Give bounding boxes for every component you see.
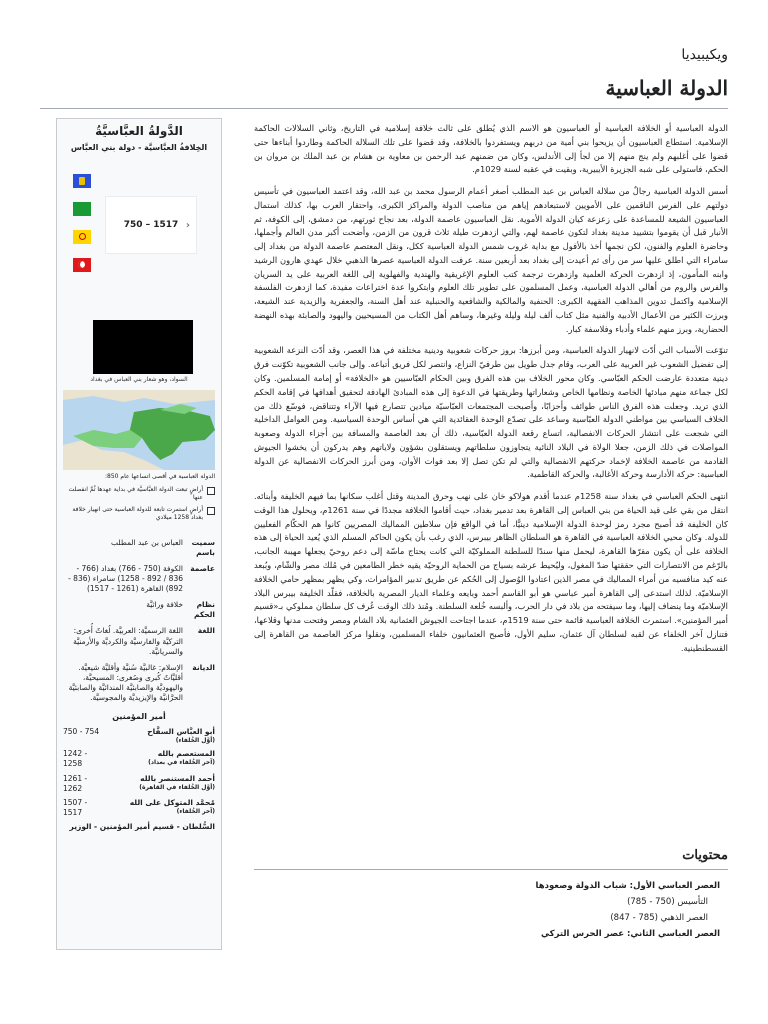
ruler-name[interactable]: مُحمَّد المتوكل على الله: [129, 797, 215, 807]
legend-label: أراضٍ استمرت تابعة للدولة العباسية حتى انهيار خلافة بغداد 1258 ميلادي: [72, 506, 203, 522]
map-graphic: [63, 390, 215, 470]
date-range-panel: [105, 196, 197, 254]
row-value[interactable]: الكوفة (750 - 766) بغداد (766 - 836 / 892 - 1258) سامراء (836 - 892) القاهرة (1261 - 1517): [68, 563, 183, 594]
site-header: [40, 44, 728, 64]
ruler-name[interactable]: أبو العبَّاس السفَّاح: [147, 727, 215, 737]
ruler-row: [57, 772, 221, 796]
toc-item[interactable]: التأسيس (750 - 785): [627, 897, 708, 907]
ruler-note: (أوَّل الخُلفاء): [175, 737, 215, 745]
legend-swatch: [207, 507, 215, 515]
date-range: 750 – 1517: [123, 219, 179, 230]
ruler-years: 1507 - 1517: [63, 797, 88, 817]
row-value[interactable]: اللغة الرسميَّة: العربيَّة. لُغاتٌ أُخرى: التركيَّة والفارسيَّة والكرديَّة والأرمنيَّة والسريانيَّة.: [73, 626, 183, 656]
legend-item: [57, 504, 221, 524]
ruler-note: (آخر الخُلفاء في بغداد): [148, 759, 215, 767]
article-paragraph: أسس الدولة العباسية رجالٌ من سلالة العباس بن عبد المطلب أصغر أعمام الرسول محمد بن عبد الله، وقد اعتمد العباسيون في تأسيس دولتهم على الفرس الناقمين على الأمويين لاستبعادهم إياهم من مناصب الدولة والمراكز الكبرى، واحتقار العرب بها، كذلك استمال العباسيون الشيعة للمساعدة على زعزعة كيان الدولة الأموية. نقل العباسيون عاصمة الدولة، بعد نجاح ثورتهم، من دمشق، إلى الكوفة، ثم الأنبار قبل أن يقوموا بتشييد مدينة بغداد لتكون عاصمة لهم، والتي ازدهرت طيلة ثلاث قرون من الزمن، وأضحت أكبر مدن العالم وأجملها، وحاضرة العلوم والفنون، لكن نجمها أخذ بالأفول مع بداية غروب شمس الدولة العباسية ككل، ونقل المعتصم عاصمة الدولة من بغداد إلى سامراء التي اطلق عليها سر من رأى ثم أعيدت إلى بغداد بعد أربعين سنة. عرفت الدولة العباسية عصرها الذهبي خلال عهدي هارون الرشيد وابنه المأمون، إذ ازدهرت الحركة العلمية وازدهرت ترجمة كتب العلوم الإغريقية والهندية والفهلوية إلى اللغة العربية على يد السريان والفرس والروم من أهالي الدولة العباسية، وعمل المسلمون على تطوير تلك العلوم وابتكروا عدة اختراعات مفيدة، كما ازدهرت الفلسفة الإسلامية واكتمل تدوين المذاهب الفقهية الكبرى: الحنفية والمالكية والشافعية والحنبلية عند أهل السنة، والجعفرية والزيدية عند الشيعة، وبرزت الكثير من الأعمال الأدبية والفنية مثل كتاب ألف ليلة وليلة وغيرها، وساهم أهل الكتاب من المسيحيين واليهود والصابئة بهذه النهضة الحضارية، وبرز منهم علماء وأدباء وفلاسفة كبار.: [254, 186, 728, 334]
ruler-years: 1242 - 1258: [63, 749, 88, 769]
row-value[interactable]: الإسلام: غالبيَّة سُنيَّة وأقليَّة شيعيَّة. أقليَّاتٌ كُبرى وصُغرى: المسيحيَّة، واليهوديَّة والصابئيَّة المندائيَّة والصابئيَّة الحرَّانيَّة والإيزيديَّة والمجوسيَّة.: [68, 662, 183, 703]
row-label: سميت باسم: [191, 537, 215, 557]
ruler-row: [57, 820, 221, 834]
row-label: عاصمة: [190, 563, 215, 573]
article-paragraph: انتهى الحكم العباسي في بغداد سنة 1258م عندما أقدم هولاكو خان على نهب وحرق المدينة وقتل أغلب سكانها بما فيهم الخليفة وأبنائه. انتقل من بقي على قيد الحياة من بني العباس إلى القاهرة بعد تدمير بغداد، حيث أقاموا الخلافة مجددًا في سنة 1261م، ويحلول هذا الوقت كان الخليفة قد أصبح مجرد رمز لوحدة الدولة الإسلامية دينيًّا، أما في الواقع فإن سلاطين المماليك المصريين كانوا هم الحكّام الفعليين للدولة. وكان محيي الخلافة العباسية في القاهرة هو السلطان الظاهر بيبرس، الذي رغب بأن يكون الحاكم المسلم الذي يُعيد الحياة إلى هذه الخلافة على أن يكون مقرّها القاهرة، ليحمل منها سندًا للسلطنة المملوكيّة التي كانت يحتاج ماسّة إلى دعم روحيّ يجعلها مهيبة الجانب، بالرّغم من الانتصارات التي حققتها ضدّ المغول، وليُحيط عرشه بسياج من الحماية الروحيّة يقيه خطر الطامعين في مُلك مصر والشّام، وبُبعد عنه كيد منافسيه من أمراء المماليك في مصر الذين اعتادوا الوُصول إلى الحُكم عن طريق تدبير المؤامرات، وكي يظهر بمظهر حامي الخلافة الإسلاميّة. لذلك استدعى إلى القاهرة أمير عباسي هو أبو القاسم أحمد وبايعه وعلماء الديار المصرية بالخلافة، فقلّد الخليفة بيبرس البلاد الإسلاميّة وما ينضاف إليها، وما سيفتحه من بلاد في دار الحرب، وألبسه خُلعة السلطنة. ومُنذ ذلك الوقت عُرف كل سلطان مملوكي بـ«قسيم أمير المؤمنين». استمرت الخلافة العباسية قائمة حتى سنة 1519م، عندما اجتاحت الجيوش العثمانية بلاد الشام ومصر وفتحت مدنها وقلاعها، فتنازل آخر الخلفاء عن لقبه لسلطان آل عثمان، سليم الأول، فأصبح العثمانيون خلفاء المسلمين، ونقلوا مركز العاصمة من القاهرة إلى القسطنطينية.: [254, 491, 729, 653]
site-name[interactable]: ويكيبيديا: [681, 47, 728, 63]
black-flag-image[interactable]: [93, 320, 193, 374]
ruler-row: [57, 725, 221, 747]
page-title: الدولة العباسية: [40, 76, 728, 109]
chevron-right-icon[interactable]: ›: [185, 219, 190, 231]
infobox-rows: [57, 535, 221, 707]
territory-map[interactable]: [63, 390, 215, 470]
flag-icon[interactable]: [73, 230, 91, 244]
infobox-subtitle: الخِلافةُ العبَّاسيَّة - دولة بني العبَّاس: [70, 143, 208, 153]
ruler-note: (آخر الخُلفاء): [176, 807, 215, 815]
flag-icon[interactable]: [73, 202, 91, 216]
ruler-row: [57, 796, 221, 820]
map-caption: الدولة العباسية في أقصى اتساعها عام 850:: [104, 473, 215, 481]
ruler-name[interactable]: أحمد المستنصر بالله: [140, 773, 215, 783]
infobox-row-capital: [57, 561, 221, 597]
ruler-name[interactable]: السُّلطان - قسيم أمير المؤمنين - الوزير: [69, 822, 215, 832]
toc-item[interactable]: العصر العباسي الثاني: عصر الحرس التركي: [541, 929, 720, 939]
flag-icon[interactable]: [73, 258, 91, 272]
row-label: الديانة: [192, 662, 215, 672]
row-label: اللغة: [197, 626, 215, 636]
toc-item[interactable]: العصر الذهبي (785 - 847): [610, 913, 708, 923]
article-paragraph: الدولة العباسية أو الخلافة العباسية أو العباسيون هو الاسم الذي يُطلق على ثالث خلافة إسلامية في التاريخ، وثاني السلالات الحاكمة الإسلامية. استطاع العباسيون أن يزيحوا بني أمية من دربهم ويستفردوا بالخلافة، وقد قضوا على تلك السلالة الحاكمة وطاردوا أبناءها حتى قضوا على أغلبهم ولم ينج منهم إلا من لجأ إلى الأندلس، وكان من ضمنهم عبد الرحمن بن معاوية بن هشام بن عبد الملك بن مروان بن الحكم، فاستولى على شبه الجزيرة الأيبيرية، وبقيت في عقبه لسنة 1029م.: [254, 123, 728, 175]
row-value[interactable]: خلافة وراثيَّة: [146, 600, 183, 610]
legend-label: أراضٍ تبعت الدولة العبَّاسيَّة في بداية عهدها ثُمَّ انفصلت عنها: [68, 486, 203, 502]
legend-item: [57, 484, 221, 504]
flag-icon[interactable]: [73, 174, 91, 188]
row-value[interactable]: العباس بن عبد المطلب: [110, 537, 183, 547]
infobox-row-language: [57, 623, 221, 659]
infobox-row-government: [57, 597, 221, 623]
toc-item[interactable]: العصر العباسي الأول: شباب الدولة وصعودها: [535, 881, 720, 891]
ruler-years: 1261 - 1262: [63, 773, 88, 793]
infobox: [56, 118, 222, 950]
ruler-name[interactable]: المستعصم بالله: [157, 749, 215, 759]
legend-swatch: [207, 487, 215, 495]
article-paragraph: تنوّعت الأسباب التي أدّت لانهيار الدولة العباسية، ومن أبرزها: بروز حركات شعوبية ودينية مختلفة في هذا العصر، وقد أدّت النزعة الشعوبية إلى تفضيل الشعوب غير العربية على العرب، وقام جدل طويل بين طرفيّ النزاع، وانتصر لكل فريق أتباعه. وإلى جانب الشعوبية تكوّنت فرق دينية متعددة عارضت الحكم العبّاسي. وكان محور الخلاف بين هذه الفرق وبين الحكام العبّاسيين هو «الخلافة» أو إمامة المسلمين. وكان لكل جماعة منهم مبادئها الخاصة ونظامها الخاص وشعاراتها وطريقتها في الدعوة إلى هذه المبادئ الهادفة لتحقيق أهدافها في إقامة الحكم الذي تريد. وجعلت هذه الفرق الناس طوائف وأحزابًا، وأصبحت المجتمعات العبّاسيّة ميادين تتصارع فيها الآراء وتتناقض، فوسّع ذلك من الخلاف السياسي بين مواطني الدولة العبّاسية وساعد على تصدّع الوحدة العقائدية التي هي أساس الوحدة السياسية. ومن العوامل الداخلية التي شجعت على انتشار الحركات الانفصالية، اتساع رقعة الدولة العبّاسية، ذلك أن بعد العاصمة والمسافة بين أجزاء الدولة وصعوبة المواصلات في ذلك الزمن، جعلا الولاة في البلاد النائية يتجاوزون سلطاتهم ويستقلون بشؤون ولاياتهم وهم يدركون أن يخشوا الجيوش القادمة من عاصمة الخلافة لإخماد حركتهم الانفصالية والتي لم تكن تصل إلا بعد فوات الأوان، ومن أبرز الحركات الانفصالية عن الدولة العباسية: حركة الأدارسة وحركة الأغالبة، والحركة القاطمية.: [254, 345, 728, 480]
infobox-title: الدَّولةُ العبَّاسيَّةُ: [95, 124, 183, 138]
article-body: [254, 122, 728, 663]
ruler-note: (أوَّل الخُلفاء في القاهرة): [139, 783, 215, 791]
infobox-row-religion: [57, 660, 221, 707]
ruler-years: 750 - 754: [63, 727, 100, 737]
rulers-heading: أمير المؤمنين: [112, 712, 166, 722]
table-of-contents: [254, 848, 728, 942]
infobox-row-named-after: [57, 535, 221, 561]
row-label: نظام الحكم: [193, 600, 215, 620]
toc-title: محتويات: [254, 848, 728, 870]
flag-carousel: [61, 160, 217, 320]
flag-caption: السواد، وهو شعار بني العباس في بغداد: [90, 375, 188, 383]
ruler-row: [57, 747, 221, 771]
